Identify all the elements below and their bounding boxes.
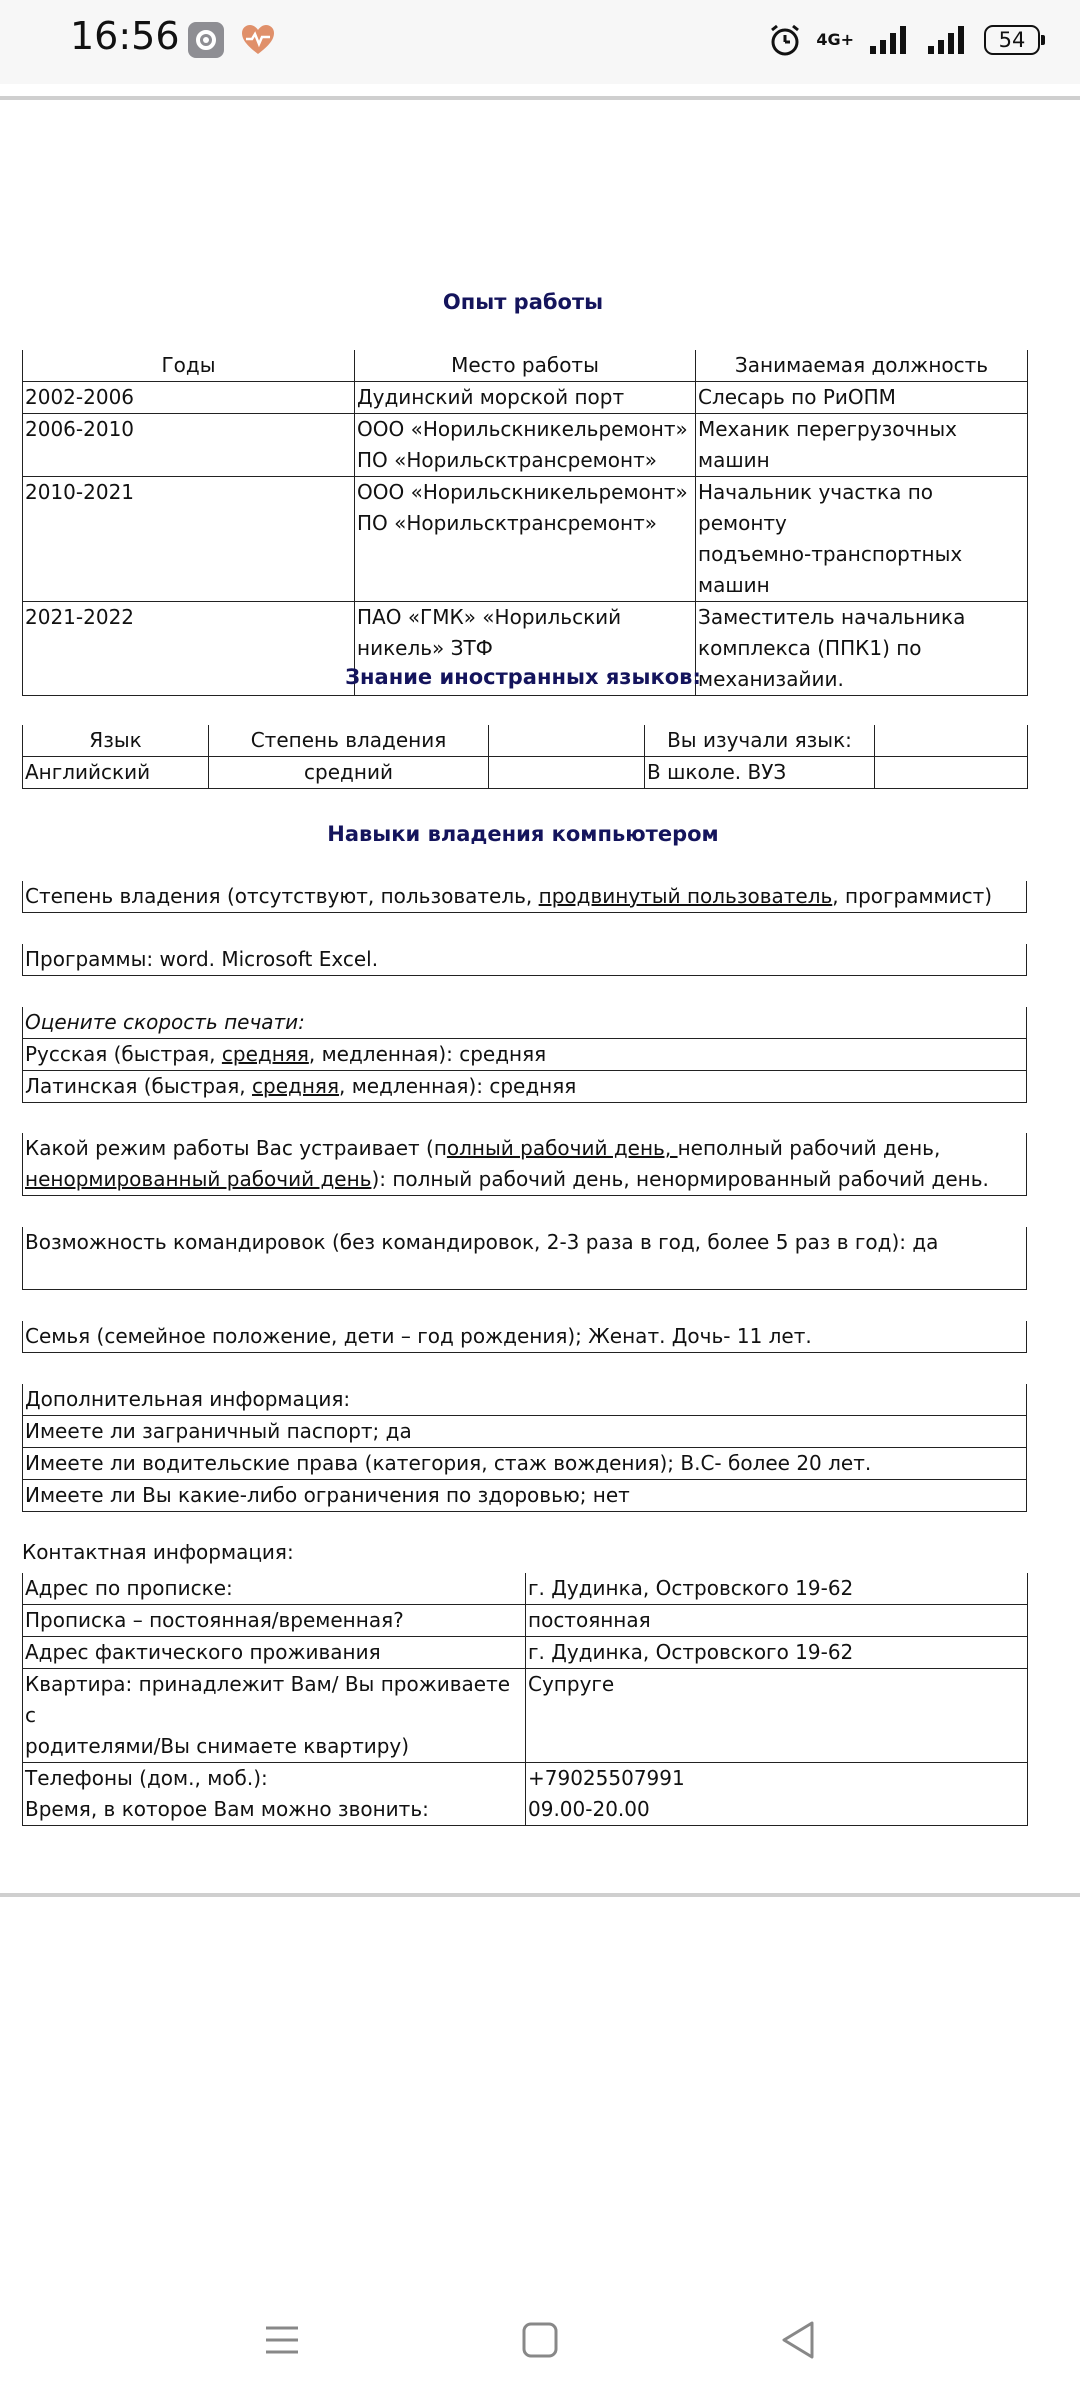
contact-value-cell: [526, 1763, 1028, 1826]
contact-label-cell: [23, 1763, 526, 1826]
table-row: [23, 1637, 1028, 1669]
table-row: [23, 1321, 1027, 1353]
typing-russian-cell: [23, 1039, 1027, 1071]
table-header-row: [23, 725, 1028, 757]
contact-label-line: родителями/Вы снимаете квартиру): [25, 1734, 410, 1758]
position-line: подъемно-транспортных машин: [698, 542, 963, 597]
page-top-divider: [0, 96, 1080, 100]
table-row: [23, 757, 1028, 789]
typing-title-cell: Оцените скорость печати:: [23, 1007, 1027, 1039]
back-triangle-icon[interactable]: [768, 2310, 828, 2370]
status-right-group: [768, 18, 1040, 62]
table-row: [23, 1039, 1027, 1071]
computer-level-table: [22, 881, 1027, 913]
place-line: ПАО «ГМК» «Норильский: [357, 605, 622, 629]
years-cell: 2006-2010: [23, 414, 355, 477]
experience-table: [22, 350, 1028, 696]
contacts-title: Контактная информация:: [22, 1540, 294, 1564]
table-row: [23, 944, 1027, 976]
family-table: [22, 1321, 1027, 1353]
license-cell: Имеете ли водительские права (категория, стаж вождения); В.С- более 20 лет.: [23, 1448, 1027, 1480]
table-row: [23, 382, 1028, 414]
contact-label-line: Квартира: принадлежит Вам/ Вы проживаете с: [25, 1672, 511, 1727]
typing-table: [22, 1007, 1027, 1103]
col-header-studied: Вы изучали язык:: [645, 725, 875, 757]
table-header-row: [23, 350, 1028, 382]
table-row: [23, 1763, 1028, 1826]
place-line: ПО «Норильсктрансремонт»: [357, 511, 657, 535]
call-time-value: 09.00-20.00: [528, 1797, 650, 1821]
contact-label-cell: Адрес фактического проживания: [23, 1637, 526, 1669]
col-header-place: Место работы: [355, 350, 696, 382]
status-bar: [0, 0, 1080, 84]
typing-text: , медленная): средняя: [338, 1074, 577, 1098]
col-header-blank: [875, 725, 1028, 757]
table-row: [23, 1416, 1027, 1448]
contacts-table: [22, 1573, 1028, 1826]
computer-level-text: , программист): [832, 884, 993, 908]
work-mode-selected: олный рабочий день,: [446, 1136, 678, 1160]
experience-heading: Опыт работы: [442, 290, 604, 314]
position-line: Начальник участка по ремонту: [698, 480, 934, 535]
network-type: 4G+: [816, 30, 854, 49]
passport-cell: Имеете ли заграничный паспорт; да: [23, 1416, 1027, 1448]
programs-table: [22, 944, 1027, 976]
place-line: ПО «Норильсктрансремонт»: [357, 448, 657, 472]
table-row: [23, 1384, 1027, 1416]
page-bottom-divider: [0, 1893, 1080, 1897]
col-header-blank: [489, 725, 645, 757]
typing-selected: средняя: [221, 1042, 309, 1066]
language-cell: Английский: [23, 757, 209, 789]
place-cell: Дудинский морской порт: [355, 382, 696, 414]
position-cell: Механик перегрузочных машин: [696, 414, 1028, 477]
place-cell: [355, 477, 696, 602]
languages-heading: Знание иностранных языков:: [345, 665, 701, 689]
contact-value-cell: г. Дудинка, Островского 19-62: [526, 1637, 1028, 1669]
phone-value: +79025507991: [528, 1766, 685, 1790]
place-cell: [355, 414, 696, 477]
years-cell: 2002-2006: [23, 382, 355, 414]
blank-cell: [489, 757, 645, 789]
work-mode-text: ): полный рабочий день, ненормированный рабочий день.: [371, 1167, 989, 1191]
contact-value-cell: постоянная: [526, 1605, 1028, 1637]
languages-table: [22, 725, 1028, 789]
computer-heading: Навыки владения компьютером: [327, 822, 719, 846]
additional-table: [22, 1384, 1027, 1512]
typing-latin-cell: [23, 1071, 1027, 1103]
contact-value-cell: Супруге: [526, 1669, 1028, 1763]
table-row: [23, 1133, 1027, 1196]
table-row: [23, 1007, 1027, 1039]
blank-cell: [875, 757, 1028, 789]
work-mode-selected: ненормированный рабочий день: [25, 1167, 372, 1191]
alarm-icon: [768, 23, 802, 57]
years-cell: 2021-2022: [23, 602, 355, 696]
health-cell: Имеете ли Вы какие-либо ограничения по здоровью; нет: [23, 1480, 1027, 1512]
table-row: [23, 1573, 1028, 1605]
computer-level-text: Степень владения (отсутствуют, пользователь,: [25, 884, 539, 908]
table-row: [23, 1227, 1027, 1290]
contact-label-cell: Адрес по прописке:: [23, 1573, 526, 1605]
signal-icon: [926, 24, 970, 56]
col-header-level: Степень владения: [209, 725, 489, 757]
home-square-icon[interactable]: [510, 2310, 570, 2370]
status-time: 16:56: [70, 14, 180, 58]
table-row: [23, 1448, 1027, 1480]
table-row: [23, 477, 1028, 602]
programs-cell: Программы: word. Microsoft Excel.: [23, 944, 1027, 976]
battery-icon: 54: [984, 25, 1040, 55]
table-row: [23, 414, 1028, 477]
studied-cell: В школе. ВУЗ: [645, 757, 875, 789]
trips-cell: Возможность командировок (без командировок, 2-3 раза в год, более 5 раз в год): да: [23, 1227, 1027, 1290]
menu-icon[interactable]: [252, 2310, 312, 2370]
position-cell: [696, 477, 1028, 602]
health-heart-icon: [240, 22, 276, 58]
contact-label-cell: [23, 1669, 526, 1763]
family-cell: Семья (семейное положение, дети – год рождения); Женат. Дочь- 11 лет.: [23, 1321, 1027, 1353]
table-row: [23, 1605, 1028, 1637]
table-row: [23, 1071, 1027, 1103]
place-line: никель» ЗТФ: [357, 636, 493, 660]
table-row: [23, 1669, 1028, 1763]
position-line: Заместитель начальника: [698, 605, 966, 629]
col-header-years: Годы: [23, 350, 355, 382]
typing-text: , медленная): средняя: [308, 1042, 547, 1066]
settings-icon: [188, 22, 224, 58]
computer-level-cell: [23, 881, 1027, 913]
contact-value-cell: г. Дудинка, Островского 19-62: [526, 1573, 1028, 1605]
contact-label-line: Время, в которое Вам можно звонить:: [25, 1797, 429, 1821]
work-mode-text: Какой режим работы Вас устраивает (п: [25, 1136, 447, 1160]
work-mode-cell: [23, 1133, 1027, 1196]
typing-text: Русская (быстрая,: [25, 1042, 222, 1066]
computer-level-selected: продвинутый пользователь: [538, 884, 833, 908]
work-mode-table: [22, 1133, 1027, 1196]
contact-label-cell: Прописка – постоянная/временная?: [23, 1605, 526, 1637]
additional-title-cell: Дополнительная информация:: [23, 1384, 1027, 1416]
position-line: комплекса (ППК1) по: [698, 636, 922, 660]
years-cell: 2010-2021: [23, 477, 355, 602]
typing-selected: средняя: [252, 1074, 339, 1098]
table-row: [23, 881, 1027, 913]
col-header-language: Язык: [23, 725, 209, 757]
position-cell: Слесарь по РиОПМ: [696, 382, 1028, 414]
typing-text: Латинская (быстрая,: [25, 1074, 253, 1098]
level-cell: средний: [209, 757, 489, 789]
place-line: ООО «Норильскникельремонт»: [357, 417, 688, 441]
trips-table: [22, 1227, 1027, 1290]
col-header-position: Занимаемая должность: [696, 350, 1028, 382]
contact-label-line: Телефоны (дом., моб.):: [25, 1766, 268, 1790]
position-line: механизайии.: [698, 667, 844, 691]
place-line: ООО «Норильскникельремонт»: [357, 480, 688, 504]
table-row: [23, 1480, 1027, 1512]
work-mode-text: неполный рабочий день,: [677, 1136, 941, 1160]
signal-icon: [868, 24, 912, 56]
